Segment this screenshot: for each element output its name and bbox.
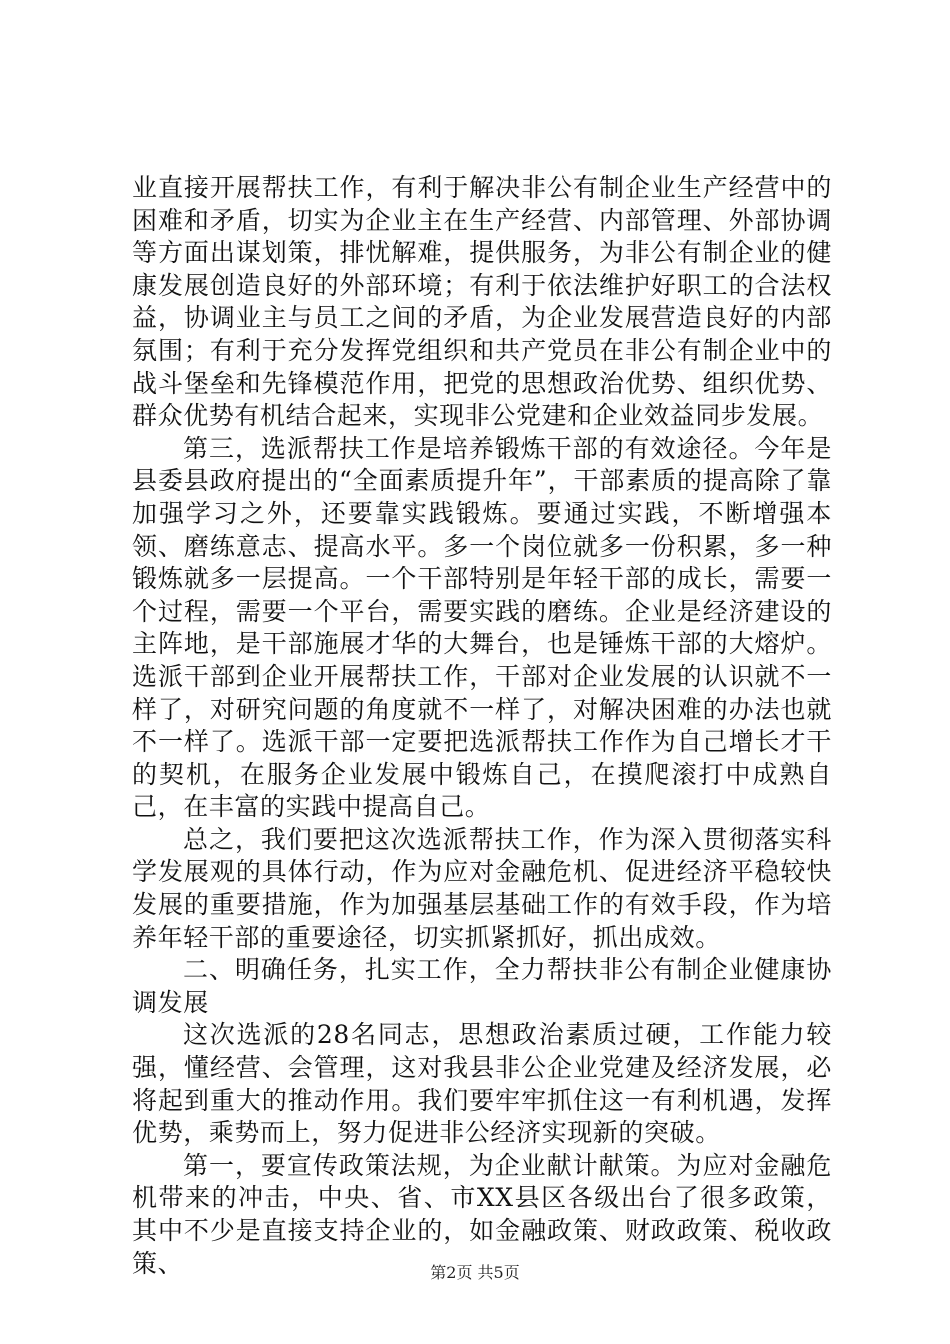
section-heading: 二、明确任务，扎实工作，全力帮扶非公有制企业健康协调发展	[132, 955, 832, 1017]
paragraph-5: 第一，要宣传政策法规，为企业献计献策。为应对金融危机带来的冲击，中央、省、市XX县区各级出台了很多政策，其中不少是直接支持企业的，如金融政策、财政政策、税收政策、	[132, 1150, 832, 1278]
paragraph-2: 第三，选派帮扶工作是培养锻炼干部的有效途径。今年是县委县政府提出的“全面素质提升年”，干部素质的提高除了靠加强学习之外，还要靠实践锻炼。要通过实践，不断增强本领、磨练意志、提高水平。多一个岗位就多一份积累，多一种锻炼就多一层提高。一个干部特别是年轻干部的成长，需要一个过程，需要一个平台，需要实践的磨练。企业是经济建设的主阵地，是干部施展才华的大舞台，也是锤炼干部的大熔炉。选派干部到企业开展帮扶工作，干部对企业发展的认识就不一样了，对研究问题的角度就不一样了，对解决困难的办法也就不一样了。选派干部一定要把选派帮扶工作作为自己增长才干的契机，在服务企业发展中锻炼自己，在摸爬滚打中成熟自己，在丰富的实践中提高自己。	[132, 433, 832, 822]
page-number-footer: 第2页 共5页	[430, 1263, 520, 1282]
document-body	[132, 172, 832, 1280]
paragraph-1: 业直接开展帮扶工作，有利于解决非公有制企业生产经营中的困难和矛盾，切实为企业主在生产经营、内部管理、外部协调等方面出谋划策，排忧解难，提供服务，为非公有制企业的健康发展创造良好的外部环境；有利于依法维护好职工的合法权益，协调业主与员工之间的矛盾，为企业发展营造良好的内部氛围；有利于充分发挥党组织和共产党员在非公有制企业中的战斗堡垒和先锋模范作用，把党的思想政治优势、组织优势、群众优势有机结合起来，实现非公党建和企业效益同步发展。	[132, 173, 832, 431]
paragraph-3: 总之，我们要把这次选派帮扶工作，作为深入贯彻落实科学发展观的具体行动，作为应对金融危机、促进经济平稳较快发展的重要措施，作为加强基层基础工作的有效手段，作为培养年轻干部的重要途径，切实抓紧抓好，抓出成效。	[132, 824, 832, 952]
paragraph-4: 这次选派的28名同志，思想政治素质过硬，工作能力较强，懂经营、会管理，这对我县非公企业党建及经济发展，必将起到重大的推动作用。我们要牢牢抓住这一有利机遇，发挥优势，乘势而上，努力促进非公经济实现新的突破。	[132, 1020, 832, 1148]
